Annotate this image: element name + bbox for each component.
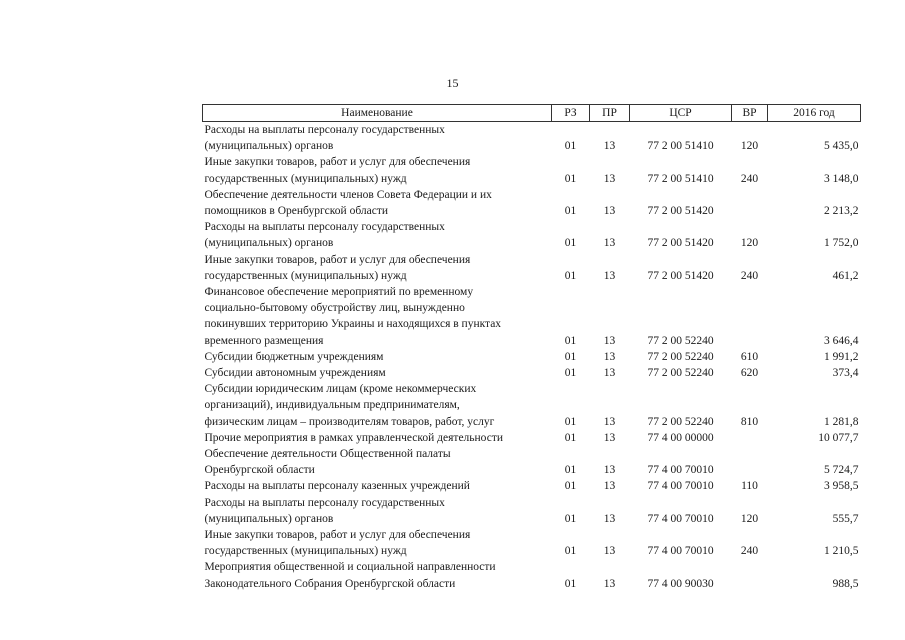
table-row bbox=[203, 122, 861, 155]
row-rz: 01 bbox=[564, 545, 577, 558]
row-pr: 13 bbox=[603, 545, 616, 558]
row-pr: 13 bbox=[603, 480, 616, 493]
row-amount: 5 724,7 bbox=[824, 464, 859, 477]
row-name-line: Субсидии бюджетным учреждениям bbox=[204, 350, 384, 363]
row-name bbox=[203, 478, 552, 494]
row-name-line: Расходы на выплаты персоналу государственных bbox=[204, 124, 445, 136]
row-name-line: Расходы на выплаты персоналу государственных bbox=[204, 221, 445, 234]
row-name-line: физическим лицам – производителям товаров, работ, услуг bbox=[204, 415, 495, 428]
row-csr: 77 2 00 52240 bbox=[647, 415, 714, 428]
table-row bbox=[203, 219, 861, 251]
row-name bbox=[203, 446, 552, 478]
row-csr: 77 2 00 52240 bbox=[647, 334, 714, 347]
row-amount: 1 210,5 bbox=[824, 545, 859, 558]
row-vr: 620 bbox=[740, 367, 759, 380]
row-amount: 988,5 bbox=[832, 577, 859, 590]
row-rz: 01 bbox=[564, 172, 577, 185]
row-name-line: государственных (муниципальных) нужд bbox=[204, 172, 407, 185]
row-pr: 13 bbox=[603, 464, 616, 477]
row-vr: 240 bbox=[740, 269, 759, 282]
row-name bbox=[203, 154, 552, 186]
row-name-line: Прочие мероприятия в рамках управленческой деятельности bbox=[204, 431, 504, 444]
row-pr: 13 bbox=[603, 512, 616, 525]
row-rz: 01 bbox=[564, 464, 577, 477]
row-pr: 13 bbox=[603, 350, 616, 363]
row-rz: 01 bbox=[564, 205, 577, 218]
row-name-line: Субсидии юридическим лицам (кроме некоммерческих bbox=[204, 383, 477, 396]
header-rz: РЗ bbox=[552, 105, 590, 122]
row-rz: 01 bbox=[564, 367, 577, 380]
row-name-line: социально-бытовому обустройству лиц, вынужденно bbox=[204, 302, 465, 315]
header-vr: ВР bbox=[732, 105, 768, 122]
row-pr: 13 bbox=[603, 431, 616, 444]
row-name-line: (муниципальных) органов bbox=[204, 237, 334, 250]
row-name-line: Оренбургской области bbox=[204, 464, 315, 477]
row-name bbox=[203, 349, 552, 365]
row-csr: 77 2 00 51410 bbox=[647, 172, 714, 185]
row-name-line: покинувших территорию Украины и находящихся в пунктах bbox=[204, 318, 502, 331]
header-csr: ЦСР bbox=[630, 105, 732, 122]
row-name bbox=[203, 219, 552, 251]
table-row bbox=[203, 381, 861, 430]
row-name-line: помощников в Оренбургской области bbox=[204, 205, 389, 218]
row-csr: 77 4 00 00000 bbox=[647, 431, 714, 444]
row-name-line: Иные закупки товаров, работ и услуг для обеспечения bbox=[204, 156, 471, 169]
row-amount: 373,4 bbox=[832, 367, 859, 380]
row-csr: 77 4 00 90030 bbox=[647, 577, 714, 590]
table-row bbox=[203, 559, 861, 591]
row-pr: 13 bbox=[603, 367, 616, 380]
row-csr: 77 2 00 52240 bbox=[647, 350, 714, 363]
row-rz: 01 bbox=[564, 269, 577, 282]
row-amount: 5 435,0 bbox=[824, 140, 859, 153]
row-csr: 77 2 00 51420 bbox=[647, 237, 714, 250]
row-name bbox=[203, 187, 552, 219]
table-row bbox=[203, 430, 861, 446]
row-vr: 240 bbox=[740, 172, 759, 185]
budget-table bbox=[202, 104, 861, 592]
row-pr: 13 bbox=[603, 205, 616, 218]
row-name bbox=[203, 365, 552, 381]
row-rz: 01 bbox=[564, 431, 577, 444]
row-vr: 120 bbox=[740, 512, 759, 525]
row-rz: 01 bbox=[564, 577, 577, 590]
row-name-line: Расходы на выплаты персоналу казенных учреждений bbox=[204, 480, 470, 493]
row-rz: 01 bbox=[564, 512, 577, 525]
row-amount: 461,2 bbox=[832, 269, 859, 282]
table-row bbox=[203, 478, 861, 494]
table-row bbox=[203, 154, 861, 186]
row-name bbox=[203, 381, 552, 430]
row-name-line: Расходы на выплаты персоналу государственных bbox=[204, 496, 445, 509]
row-name bbox=[203, 284, 552, 349]
row-amount: 2 213,2 bbox=[824, 205, 859, 218]
row-name-line: временного размещения bbox=[204, 334, 324, 347]
row-vr bbox=[732, 559, 768, 591]
row-name bbox=[203, 252, 552, 284]
table-row bbox=[203, 349, 861, 365]
row-csr: 77 4 00 70010 bbox=[647, 545, 714, 558]
row-vr: 120 bbox=[740, 237, 759, 250]
row-name-line: государственных (муниципальных) нужд bbox=[204, 269, 407, 282]
row-pr: 13 bbox=[603, 269, 616, 282]
row-name-line: Мероприятия общественной и социальной направленности bbox=[204, 561, 496, 574]
row-amount: 1 281,8 bbox=[824, 415, 859, 428]
row-amount: 1 991,2 bbox=[824, 350, 859, 363]
row-pr: 13 bbox=[603, 140, 616, 153]
row-amount: 1 752,0 bbox=[824, 237, 859, 250]
table-row bbox=[203, 495, 861, 527]
table-row bbox=[203, 252, 861, 284]
row-name-line: Законодательного Собрания Оренбургской области bbox=[204, 577, 456, 590]
row-pr: 13 bbox=[603, 237, 616, 250]
row-name-line: Субсидии автономным учреждениям bbox=[204, 367, 386, 380]
row-name bbox=[203, 559, 552, 591]
header-year: 2016 год bbox=[768, 105, 861, 122]
row-csr: 77 4 00 70010 bbox=[647, 480, 714, 493]
row-csr: 77 2 00 51420 bbox=[647, 205, 714, 218]
row-name bbox=[203, 430, 552, 446]
table-row bbox=[203, 446, 861, 478]
table-row bbox=[203, 187, 861, 219]
row-csr: 77 2 00 51420 bbox=[647, 269, 714, 282]
row-rz: 01 bbox=[564, 140, 577, 153]
row-vr bbox=[732, 284, 768, 349]
row-csr: 77 2 00 52240 bbox=[647, 367, 714, 380]
row-name-line: (муниципальных) органов bbox=[204, 512, 334, 525]
table-body bbox=[203, 122, 861, 592]
row-vr: 120 bbox=[740, 140, 759, 153]
row-name-line: Финансовое обеспечение мероприятий по временному bbox=[204, 286, 474, 299]
header-name: Наименование bbox=[203, 105, 552, 122]
row-name-line: организаций), индивидуальным предпринимателям, bbox=[204, 399, 460, 412]
row-vr: 810 bbox=[740, 415, 759, 428]
row-vr: 240 bbox=[740, 545, 759, 558]
row-pr: 13 bbox=[603, 415, 616, 428]
row-vr: 110 bbox=[741, 480, 758, 493]
row-amount: 3 646,4 bbox=[824, 334, 859, 347]
row-rz: 01 bbox=[564, 350, 577, 363]
table-row bbox=[203, 365, 861, 381]
table-row bbox=[203, 527, 861, 559]
row-rz: 01 bbox=[564, 415, 577, 428]
row-csr: 77 4 00 70010 bbox=[647, 512, 714, 525]
row-rz: 01 bbox=[564, 480, 577, 493]
table-header-row bbox=[203, 105, 861, 122]
row-name bbox=[203, 495, 552, 527]
row-name-line: Обеспечение деятельности членов Совета Федерации и их bbox=[204, 188, 492, 201]
row-vr bbox=[732, 446, 768, 478]
row-name-line: Обеспечение деятельности Общественной палаты bbox=[204, 448, 451, 461]
row-vr bbox=[732, 430, 768, 446]
row-pr: 13 bbox=[603, 334, 616, 347]
row-pr: 13 bbox=[603, 172, 616, 185]
row-name bbox=[203, 527, 552, 559]
row-amount: 3 148,0 bbox=[824, 172, 859, 185]
header-pr: ПР bbox=[590, 105, 630, 122]
row-rz: 01 bbox=[564, 334, 577, 347]
row-amount: 555,7 bbox=[832, 512, 859, 525]
row-amount: 3 958,5 bbox=[824, 480, 859, 493]
row-name-line: (муниципальных) органов bbox=[204, 140, 334, 153]
row-rz: 01 bbox=[564, 237, 577, 250]
row-name-line: Иные закупки товаров, работ и услуг для обеспечения bbox=[204, 253, 471, 266]
row-csr: 77 2 00 51410 bbox=[647, 140, 714, 153]
row-vr bbox=[732, 187, 768, 219]
row-pr: 13 bbox=[603, 577, 616, 590]
row-name-line: Иные закупки товаров, работ и услуг для обеспечения bbox=[204, 529, 471, 542]
row-name-line: государственных (муниципальных) нужд bbox=[204, 545, 407, 558]
page-number: 15 bbox=[446, 76, 459, 90]
row-amount: 10 077,7 bbox=[818, 431, 859, 444]
row-name bbox=[203, 122, 552, 155]
table-row bbox=[203, 284, 861, 349]
row-vr: 610 bbox=[740, 350, 759, 363]
row-csr: 77 4 00 70010 bbox=[647, 464, 714, 477]
